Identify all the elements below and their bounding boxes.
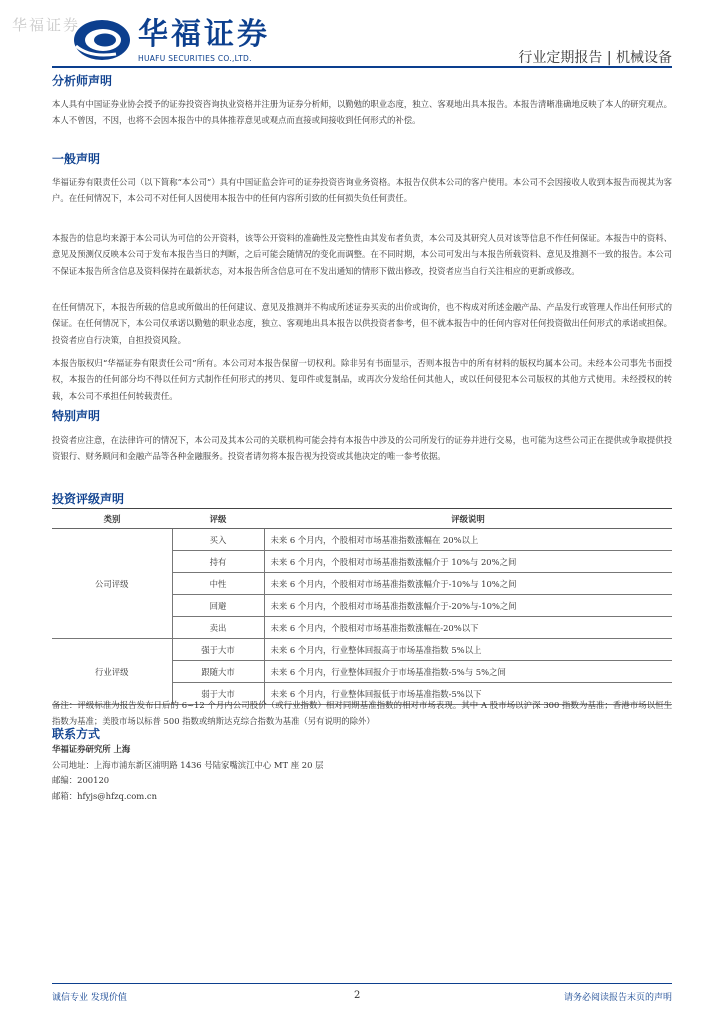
rating-description: 未来 6 个月内，行业整体回报介于市场基准指数-5%与 5%之间	[264, 661, 672, 683]
rating-level: 买入	[172, 529, 264, 551]
table-row	[52, 639, 672, 661]
general-statement-paragraph: 本报告的信息均来源于本公司认为可信的公开资料，该等公开资料的准确性及完整性由其发布者负责，本公司及其研究人员对该等信息不作任何保证。本报告中的资料、意见及预测仅反映本公司于发布本报告当日的判断，之后可能会随情况的变化而调整。在不同时期，本公司可发出与本报告所载资料、意见及推测不一致的报告。本公司不保证本报告所含信息及资料保持在最新状态，对本报告所含信息可在不发出通知的情形下做出修改，投资者应当自行关注相应的更新或修改。	[52, 233, 672, 276]
special-statement-title: 特别声明	[52, 409, 101, 423]
logo-swirl-icon	[72, 16, 132, 64]
rating-description: 未来 6 个月内，行业整体回报高于市场基准指数 5%以上	[264, 639, 672, 661]
general-statement-paragraph: 在任何情况下，本报告所载的信息或所做出的任何建议、意见及推测并不构成所述证券买卖的出价或询价，也不构成对所述金融产品、产品发行或管理人作出任何形式的保证。在任何情况下，本公司仅承诺以勤勉的职业态度，独立、客观地出具本报告以供投资者参考，但不就本报告中的任何内容对任何投资做出任何形式的承诺或担保。投资者应自行决策，自担投资风险。	[52, 302, 672, 345]
footer-disclaimer-notice: 请务必阅读报告末页的声明	[563, 993, 672, 1003]
logo-chinese-name: 华福证券	[138, 17, 270, 52]
rating-description: 未来 6 个月内，个股相对市场基准指数涨幅在-20%以下	[264, 617, 672, 639]
rating-table	[52, 508, 672, 705]
watermark-text: 华福证券	[12, 16, 81, 34]
table-row	[52, 529, 672, 551]
rating-level: 中性	[172, 573, 264, 595]
rating-description: 未来 6 个月内，行业整体回报低于市场基准指数-5%以下	[264, 683, 672, 705]
contact-block	[52, 742, 323, 804]
company-logo	[72, 16, 272, 66]
contact-title: 联系方式	[52, 727, 101, 741]
general-statement-paragraph: 本报告版权归“华福证券有限责任公司”所有。本公司对本报告保留一切权利。除非另有书面显示，否则本报告中的所有材料的版权均属本公司。未经本公司事先书面授权，本报告的任何部分均不得以任何方式制作任何形式的拷贝、复印件或复制品，或再次分发给任何其他人，或以任何侵犯本公司版权的其他方式使用。未经授权的转载，本公司不承担任何转载责任。	[52, 358, 672, 401]
footer-divider	[52, 983, 672, 984]
rating-level: 卖出	[172, 617, 264, 639]
rating-level: 强于大市	[172, 639, 264, 661]
contact-postcode: 邮编：200120	[52, 775, 110, 785]
general-statement-title: 一般声明	[52, 152, 101, 166]
special-statement-text: 投资者应注意，在法律许可的情况下，本公司及其本公司的关联机构可能会持有本报告中涉及的公司所发行的证券并进行交易，也可能为这些公司正在提供或争取提供投资银行、财务顾问和金融产品等各种金融服务。投资者请勿将本报告视为投资或其他决定的唯一参考依据。	[52, 435, 672, 462]
rating-description: 未来 6 个月内，个股相对市场基准指数涨幅在 20%以上	[264, 529, 672, 551]
rating-description: 未来 6 个月内，个股相对市场基准指数涨幅介于-10%与 10%之间	[264, 573, 672, 595]
analyst-statement-title: 分析师声明	[52, 74, 113, 88]
table-header-row	[52, 509, 672, 529]
general-statement-paragraph: 华福证券有限责任公司（以下简称“本公司”）具有中国证监会许可的证券投资咨询业务资格。本报告仅供本公司的客户使用。本公司不会因接收人收到本报告而视其为客户。在任何情况下，本公司不对任何人因使用本报告中的任何内容所引致的任何损失负任何责任。	[52, 177, 672, 204]
report-type-label: 行业定期报告 | 机械设备	[518, 50, 672, 66]
rating-level: 持有	[172, 551, 264, 573]
rating-level: 弱于大市	[172, 683, 264, 705]
page-number: 2	[354, 990, 361, 1001]
logo-english-name: HUAFU SECURITIES CO.,LTD.	[138, 54, 252, 63]
rating-level: 回避	[172, 595, 264, 617]
analyst-statement-text: 本人具有中国证券业协会授予的证券投资咨询执业资格并注册为证券分析师，以勤勉的职业态度，独立、客观地出具本报告。本报告清晰准确地反映了本人的研究观点。本人不曾因，不因，也将不会因本报告中的具体推荐意见或观点而直接或间接收到任何形式的补偿。	[52, 99, 672, 126]
contact-address: 公司地址：上海市浦东新区浦明路 1436 号陆家嘴滨江中心 MT 座 20 层	[52, 759, 324, 770]
rating-description: 未来 6 个月内，个股相对市场基准指数涨幅介于 10%与 20%之间	[264, 551, 672, 573]
rating-note: 备注：评级标准为报告发布日后的 6~12 个月内公司股价（或行业指数）相对同期基准指数的相对市场表现。其中 A 股市场以沪深 300 指数为基准；香港市场以恒生指数为基准；美股市场以标普 500 指数或纳斯达克综合指数为基准（另有说明的除外）	[52, 700, 672, 726]
rating-statement-title: 投资评级声明	[52, 492, 125, 506]
rating-level: 跟随大市	[172, 661, 264, 683]
contact-email: 邮箱：hfyjs@hfzq.com.cn	[52, 790, 157, 801]
column-header-rating: 评级	[172, 509, 264, 529]
footer-slogan: 诚信专业 发现价值	[52, 993, 127, 1003]
header-divider	[52, 66, 672, 68]
column-header-category: 类别	[52, 509, 172, 529]
rating-description: 未来 6 个月内，个股相对市场基准指数涨幅介于-20%与-10%之间	[264, 595, 672, 617]
contact-organization: 华福证券研究所 上海	[52, 744, 131, 754]
company-rating-label: 公司评级	[52, 529, 172, 639]
column-header-description: 评级说明	[264, 509, 672, 529]
industry-rating-label: 行业评级	[52, 639, 172, 705]
